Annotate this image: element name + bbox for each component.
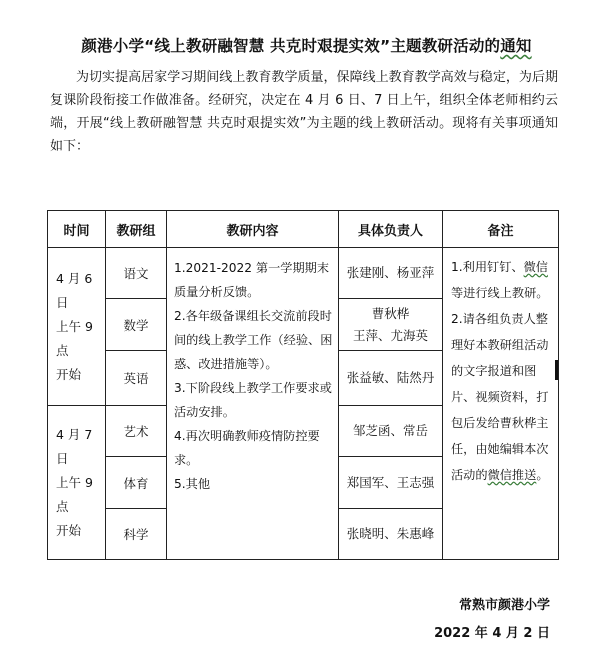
group-science: 科学 (106, 509, 167, 560)
content-item: 2.各年级备课组长交流前段时间的线上教学工作（经验、困惑、改进措施等）。 (174, 309, 333, 371)
time-hour: 上午 9 点 (56, 474, 93, 514)
note-1-highlight: 微信 (523, 260, 548, 274)
time-cell-day1 (48, 248, 106, 406)
title-end: 通知 (500, 37, 532, 55)
content-item: 5.其他 (174, 477, 211, 491)
intro-paragraph: 为切实提高居家学习期间线上教育教学质量，保障线上教育教学高效与稳定，为后期复课阶段衔接工作做准备。经研究，决定在 4 月 6 日、7 日上午，组织全体老师相约云端，开展“线上教研融智慧 共克时艰提实效”为主题的线上教研活动。现将有关事项通知如下： (50, 70, 558, 154)
time-date: 4 月 7 日 (56, 426, 93, 466)
time-start: 开始 (56, 522, 82, 538)
schedule-table (47, 210, 559, 560)
content-cell (167, 248, 339, 560)
responsible-english (339, 351, 443, 406)
responsible-name: 张建刚、杨亚萍 (346, 265, 435, 280)
time-start: 开始 (56, 366, 82, 382)
responsible-name: 张益敏、陆然丹 (346, 370, 435, 385)
responsible-science (339, 509, 443, 560)
note-2-highlight: 微信推送 (487, 468, 537, 482)
content-item: 4.再次明确教师疫情防控要求。 (174, 429, 320, 467)
table-row (48, 248, 559, 299)
time-hour: 上午 9 点 (56, 318, 93, 358)
table-header-row (48, 211, 559, 248)
signature-date: 2022 年 4 月 2 日 (434, 626, 550, 641)
responsible-name: 张晓明、朱惠峰 (346, 526, 435, 541)
header-time: 时间 (48, 211, 106, 248)
responsible-name: 郑国军、王志强 (346, 474, 435, 490)
responsible-math (339, 299, 443, 351)
time-date: 4 月 6 日 (56, 270, 93, 310)
responsible-name: 王萍、尤海英 (352, 327, 428, 343)
group-art: 艺术 (106, 406, 167, 457)
title-main: 颜港小学“线上教研融智慧 共克时艰提实效”主题教研活动的 (81, 37, 501, 55)
group-chinese: 语文 (106, 248, 167, 299)
responsible-chinese (339, 248, 443, 299)
header-responsible: 具体负责人 (339, 211, 443, 248)
signature-school: 常熟市颜港小学 (458, 598, 550, 613)
responsible-name: 曹秋桦 (371, 305, 410, 321)
header-note: 备注 (443, 211, 559, 248)
content-item: 3.下阶段线上教学工作要求或活动安排。 (174, 381, 332, 419)
group-math: 数学 (106, 299, 167, 351)
group-pe: 体育 (106, 457, 167, 509)
note-cell (443, 248, 559, 560)
header-group: 教研组 (106, 211, 167, 248)
responsible-name: 邹芝函、常岳 (352, 423, 428, 438)
responsible-art (339, 406, 443, 457)
header-content: 教研内容 (167, 211, 339, 248)
responsible-pe (339, 457, 443, 509)
document-title (0, 34, 613, 56)
time-cell-day2 (48, 406, 106, 560)
note-item-2: 2.请各组负责人整理好本教研组活动的文字报道和图片、视频资料，打包后发给曹秋桦主任，由她编辑本次活动的微信推送。 (451, 312, 549, 482)
text-cursor (555, 360, 558, 380)
note-item-1: 1.利用钉钉、微信等进行线上教研。 (451, 260, 549, 300)
group-english: 英语 (106, 351, 167, 406)
content-item: 1.2021-2022 第一学期期末质量分析反馈。 (174, 261, 330, 299)
